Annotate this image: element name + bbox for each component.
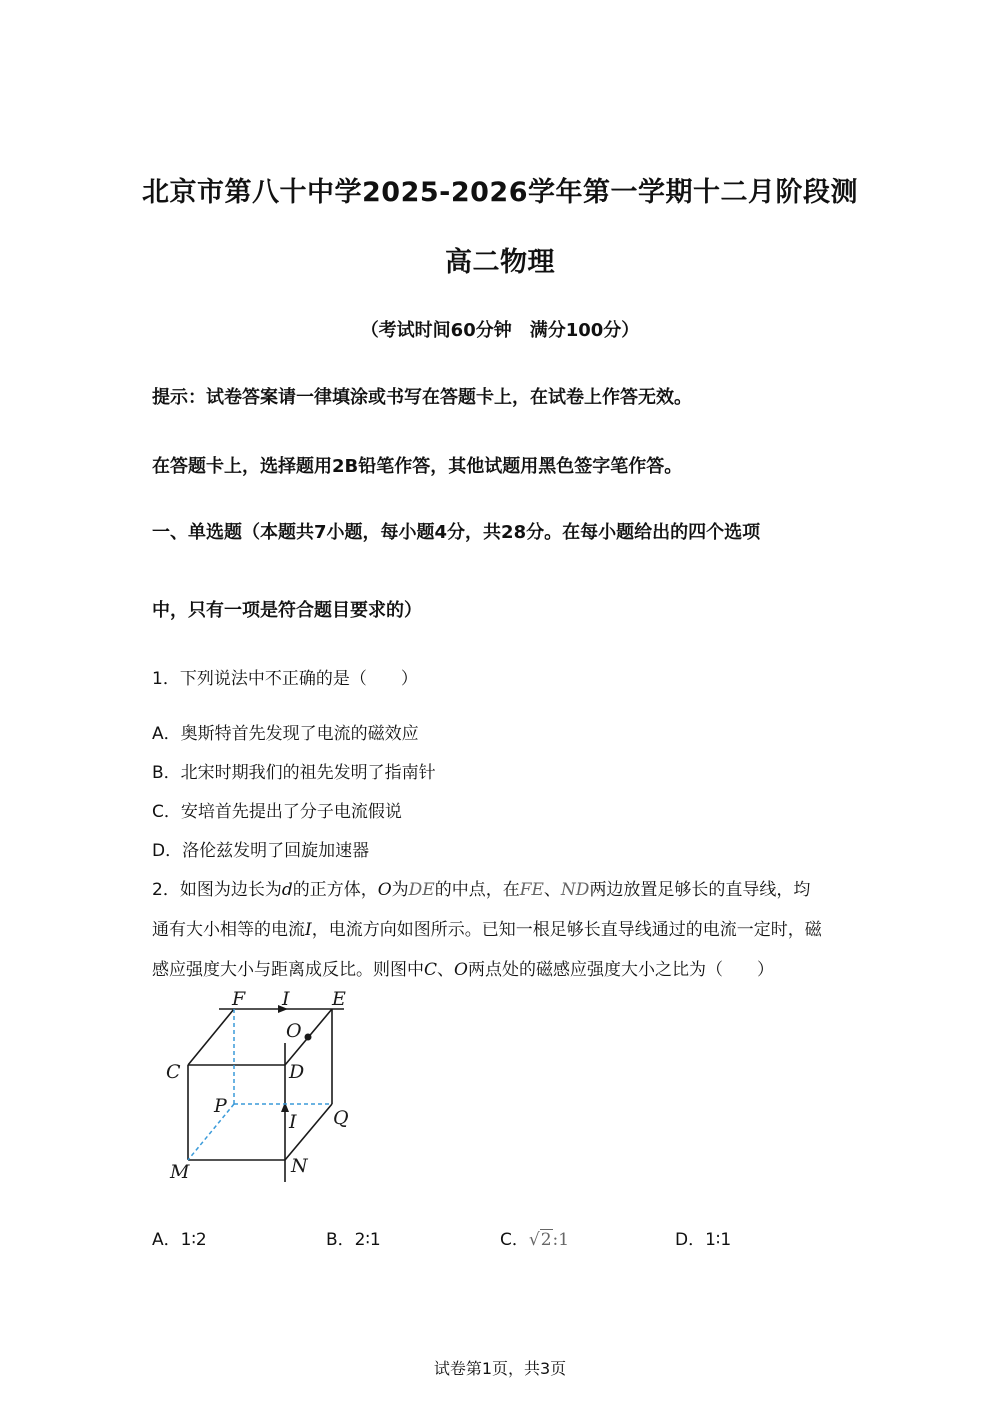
q2-var-d: d — [281, 880, 293, 900]
q1-option-c: C．安培首先提出了分子电流假说 — [152, 802, 402, 822]
q2-text: 感应强度大小与距离成反比。则图中 — [152, 960, 424, 980]
label-o: O — [286, 1020, 302, 1042]
q2-option-c-radicand: 2 — [540, 1230, 552, 1250]
q2-text: 2．如图为边长为 — [152, 880, 282, 900]
q2-option-c — [500, 1225, 569, 1250]
label-d: D — [289, 1061, 305, 1083]
page-footer: 试卷第1页，共3页 — [433, 1359, 567, 1378]
q2-option-d: D．1∶1 — [675, 1230, 732, 1250]
q2-stem-line1 — [152, 875, 810, 900]
label-q: Q — [333, 1107, 349, 1129]
cube-edge-cf — [188, 1009, 234, 1065]
q2-option-a: A．1∶2 — [152, 1230, 207, 1250]
label-i-mid: I — [289, 1111, 297, 1133]
q2-text: 、 — [543, 880, 561, 900]
point-o — [305, 1034, 312, 1041]
label-f: F — [232, 988, 246, 1010]
label-c: C — [166, 1061, 181, 1083]
q2-text: 的中点，在 — [434, 880, 520, 900]
q2-text: 为 — [391, 880, 409, 900]
q2-text: 两边放置足够长的直导线，均 — [589, 880, 811, 900]
q2-stem-line3 — [152, 955, 774, 980]
notice-line2: 在答题卡上，选择题用2B铅笔作答，其他试题用黑色签字笔作答。 — [152, 456, 683, 477]
label-m: M — [170, 1161, 190, 1183]
label-e: E — [332, 988, 346, 1010]
q2-text: ，电流方向如图所示。已知一根足够长直导线通过的电流一定时，磁 — [311, 920, 822, 940]
q2-var-o: O — [454, 960, 468, 980]
exam-title-line1: 北京市第八十中学2025-2026学年第一学期十二月阶段测 — [142, 177, 858, 208]
sqrt-icon: √ — [528, 1230, 540, 1250]
q2-var-de: DE — [408, 880, 435, 900]
label-n: N — [291, 1155, 308, 1177]
cube-hidden-edge-pm — [188, 1104, 234, 1160]
q2-var-c: C — [424, 960, 438, 980]
q2-text: 的正方体， — [292, 880, 378, 900]
label-i-top: I — [282, 988, 290, 1010]
label-p: P — [214, 1095, 227, 1117]
q2-var-i: I — [305, 920, 312, 940]
exam-title-subject: 高二物理 — [445, 247, 555, 278]
q2-var-nd: ND — [560, 880, 590, 900]
section1-heading-line2: 中，只有一项是符合题目要求的） — [152, 600, 422, 621]
q2-stem-line2 — [152, 915, 822, 940]
q1-option-d: D．洛伦兹发明了回旋加速器 — [152, 841, 370, 861]
q1-option-a: A．奥斯特首先发现了电流的磁效应 — [152, 724, 419, 744]
q2-text: 两点处的磁感应强度大小之比为（ ） — [467, 960, 774, 980]
q2-option-b: B．2∶1 — [326, 1230, 381, 1250]
q2-text: 、 — [437, 960, 455, 980]
q2-var-fe: FE — [519, 880, 544, 900]
exam-info: （考试时间60分钟 满分100分） — [360, 320, 640, 341]
q1-stem: 1．下列说法中不正确的是（ ） — [152, 669, 418, 689]
q2-option-c-suffix: :1 — [552, 1230, 570, 1250]
q2-var-o: O — [377, 880, 392, 900]
cube-diagram — [150, 985, 380, 1190]
q1-option-b: B．北宋时期我们的祖先发明了指南针 — [152, 763, 436, 783]
section1-heading-line1: 一、单选题（本题共7小题，每小题4分，共28分。在每小题给出的四个选项 — [152, 522, 761, 543]
q2-option-c-prefix: C． — [500, 1230, 529, 1250]
q2-text: 通有大小相等的电流 — [152, 920, 305, 940]
notice-line1: 提示：试卷答案请一律填涂或书写在答题卡上，在试卷上作答无效。 — [152, 387, 692, 408]
